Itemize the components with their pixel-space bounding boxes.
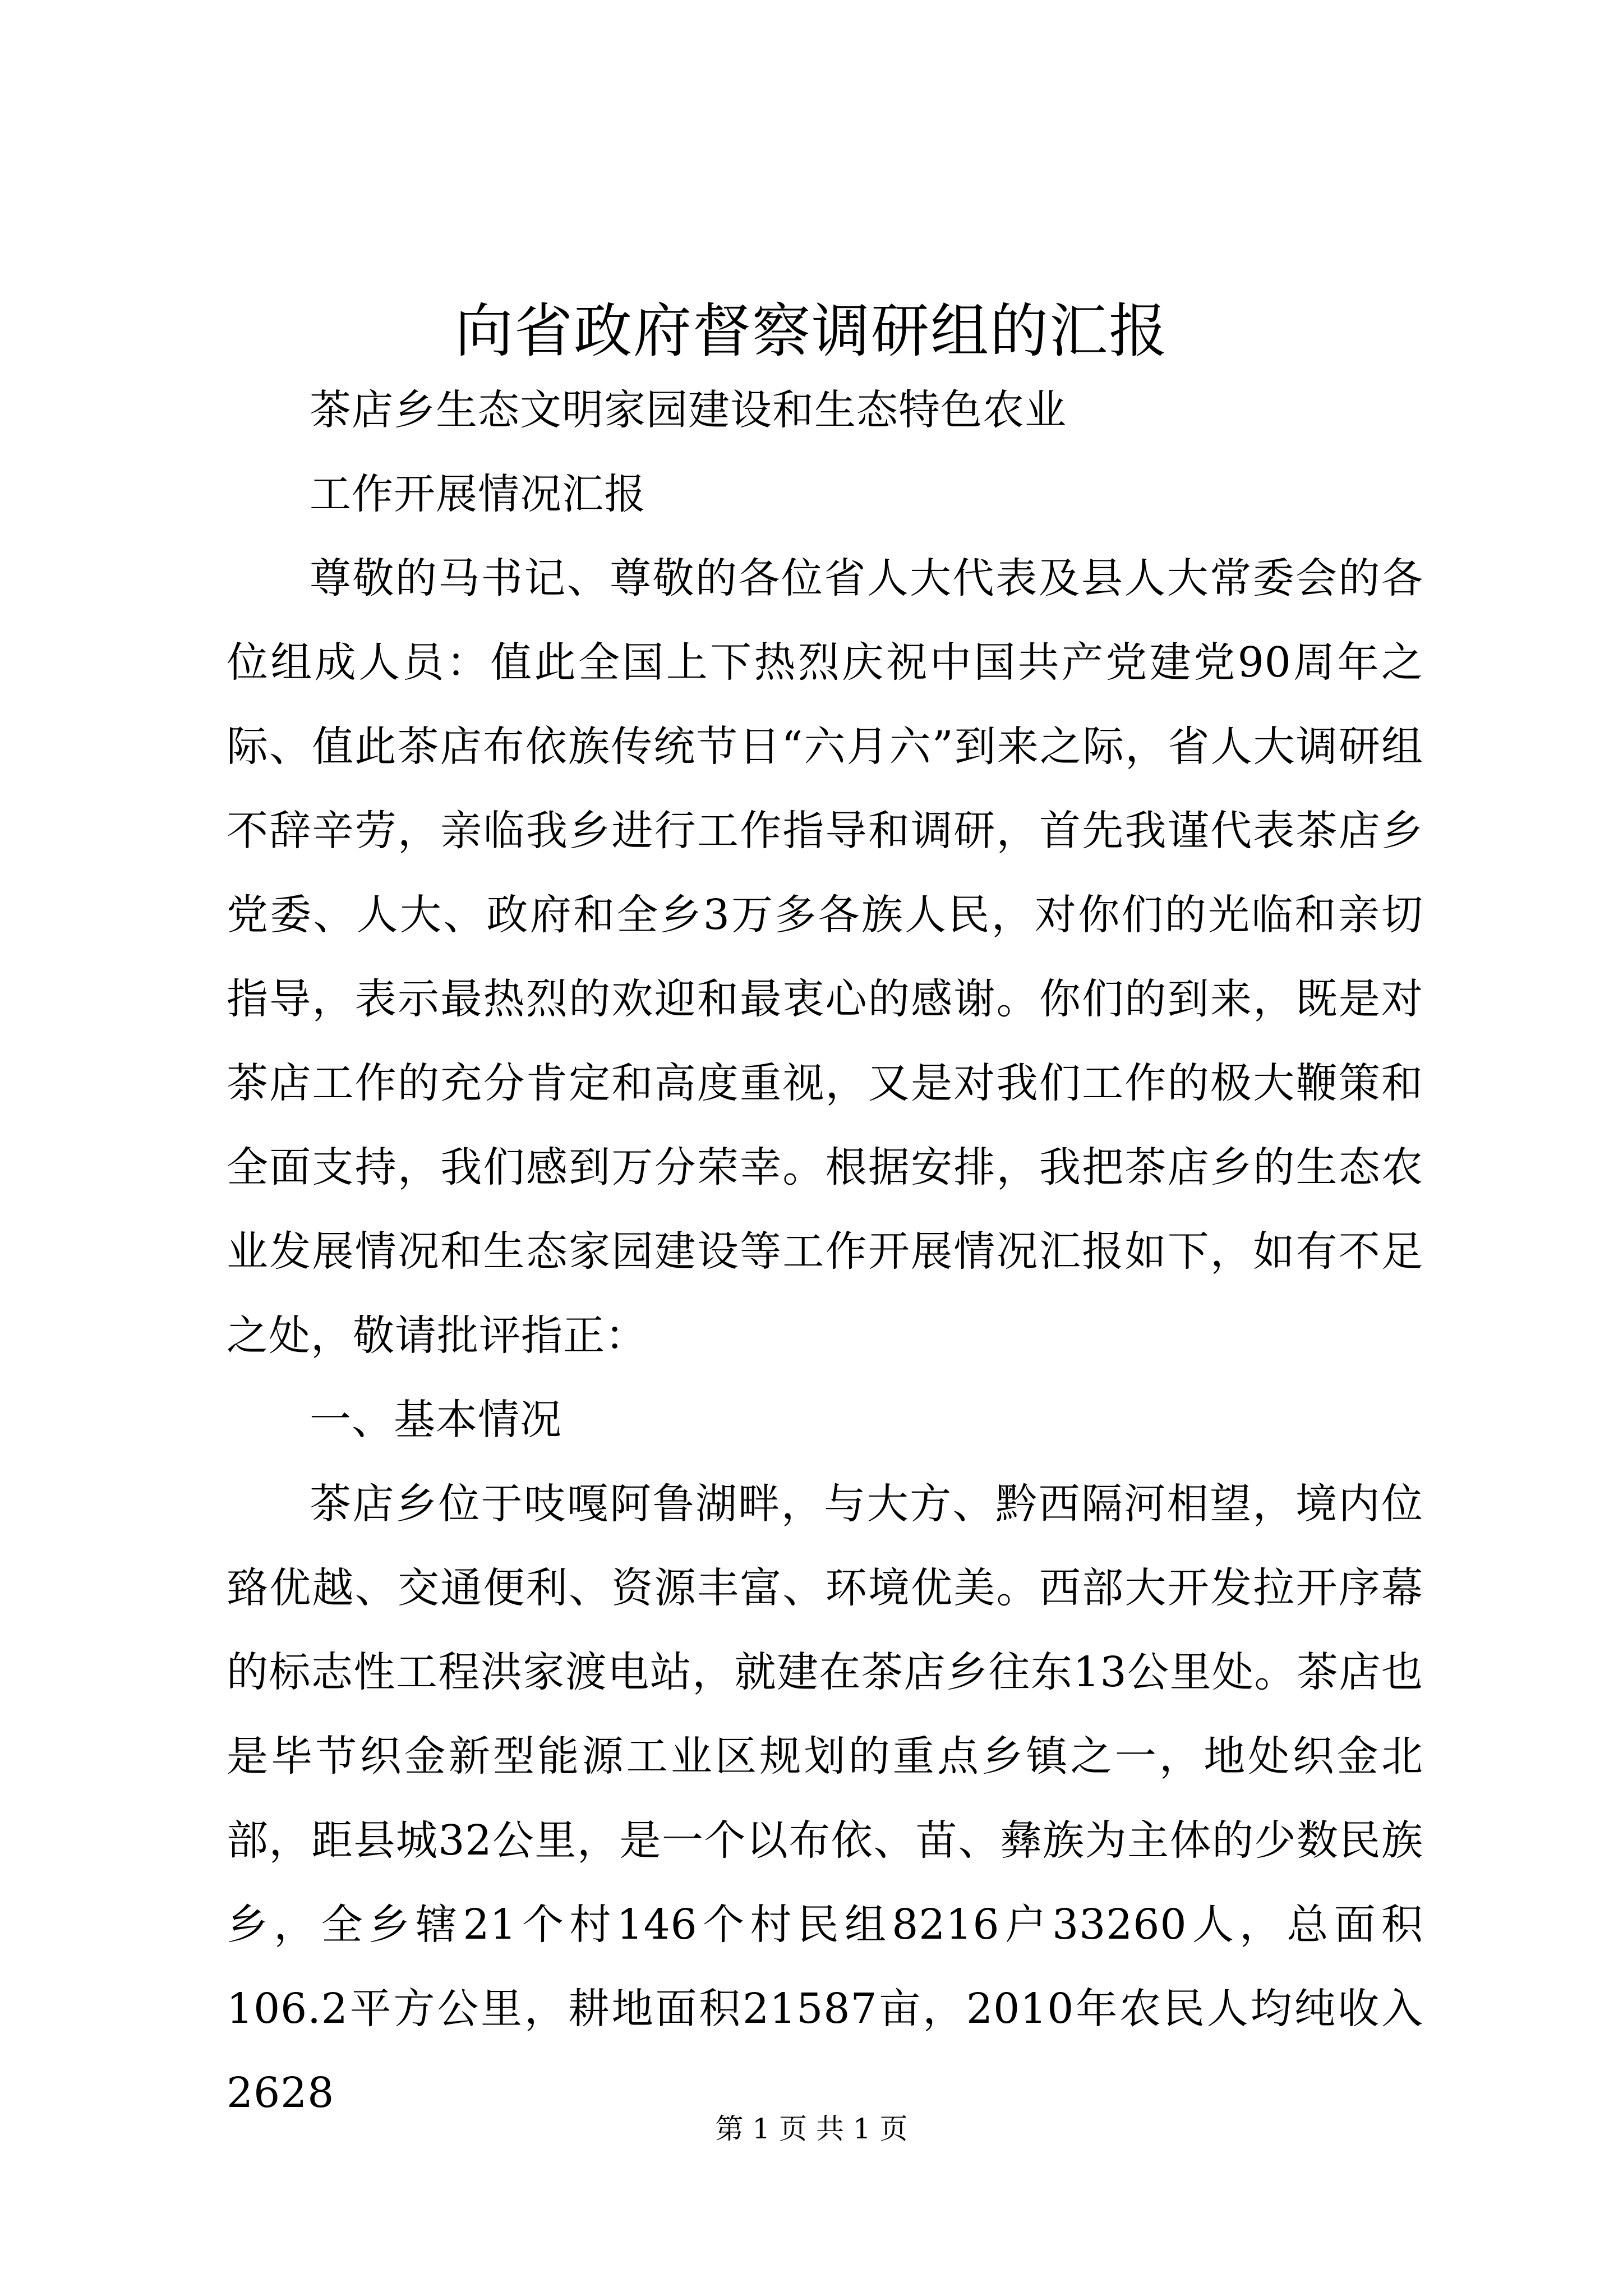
document-body [227,368,1423,2135]
basic-info-paragraph: 茶店乡位于吱嘎阿鲁湖畔，与大方、黔西隔河相望，境内位臵优越、交通便利、资源丰富、环境优美。西部大开发拉开序幕的标志性工程洪家渡电站，就建在茶店乡往东13公里处。茶店也是毕节织金新型能源工业区规划的重点乡镇之一，地处织金北部，距县城32公里，是一个以布依、苗、彝族为主体的少数民族乡，全乡辖21个村146个村民组8216户33260人，总面积106.2平方公里，耕地面积21587亩，2010年农民人均纯收入2628 [227,1480,1423,2117]
page-footer: 第 1 页 共 1 页 [715,2113,908,2145]
subtitle-line-1: 茶店乡生态文明家园建设和生态特色农业 [310,386,1067,434]
document-title: 向省政府督察调研组的汇报 [454,297,1168,365]
section-heading-basic-info: 一、基本情况 [310,1396,562,1444]
subtitle-line-2: 工作开展情况汇报 [310,470,646,518]
greeting-paragraph: 尊敬的马书记、尊敬的各位省人大代表及县人大常委会的各位组成人员：值此全国上下热烈庆祝中国共产党建党90周年之际、值此茶店布依族传统节日“六月六”到来之际，省人大调研组不辞辛劳，亲临我乡进行工作指导和调研，首先我谨代表茶店乡党委、人大、政府和全乡3万多各族人民，对你们的光临和亲切指导，表示最热烈的欢迎和最衷心的感谢。你们的到来，既是对茶店工作的充分肯定和高度重视，又是对我们工作的极大鞭策和全面支持，我们感到万分荣幸。根据安排，我把茶店乡的生态农业发展情况和生态家园建设等工作开展情况汇报如下，如有不足之处，敬请批评指正： [227,554,1423,1360]
